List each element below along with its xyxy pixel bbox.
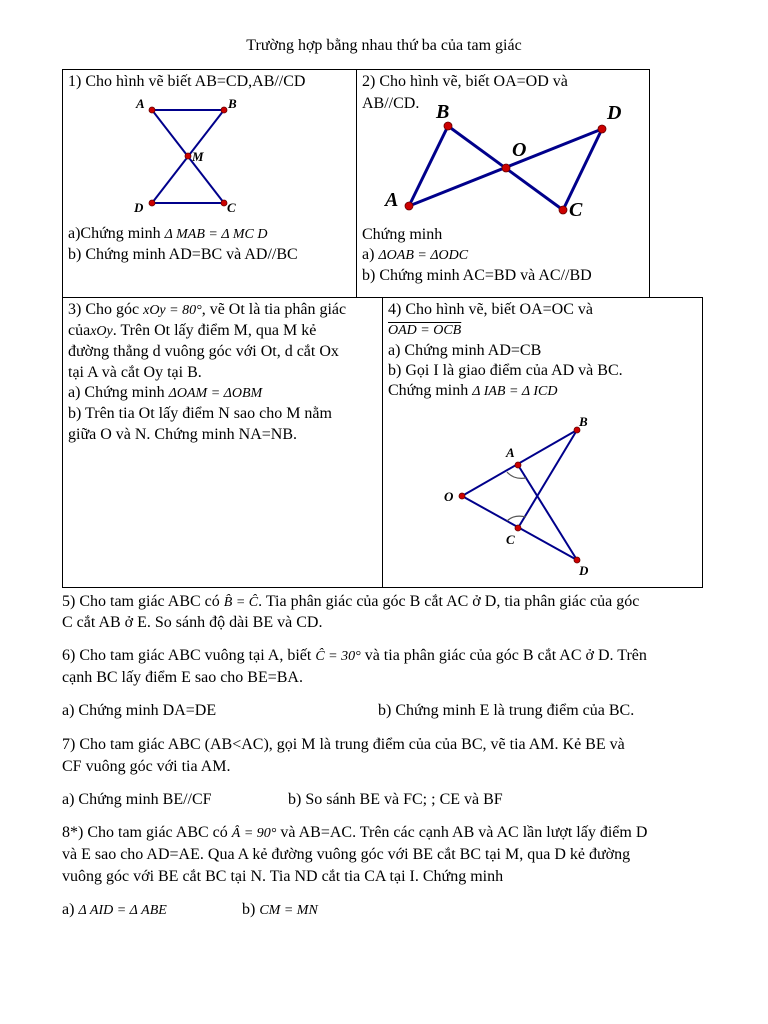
p1-heading: 1) Cho hình vẽ biết AB=CD,AB//CD xyxy=(68,73,306,90)
q6-part-a: a) Chứng minh DA=DE xyxy=(62,702,217,719)
p4-label-b: B xyxy=(579,414,588,429)
p1-part-b: b) Chứng minh AD=BC và AD//BC xyxy=(68,246,298,263)
p2-heading-1: 2) Cho hình vẽ, biết OA=OD và xyxy=(362,73,568,90)
q6-line-2: cạnh BC lấy điểm E sao cho BE=BA. xyxy=(62,669,303,686)
q8-line-3: vuông góc với BE cắt BC tại N. Tia ND cắt tia CA tại I. Chứng minh xyxy=(62,868,504,885)
p1-figure xyxy=(128,92,248,222)
p1-label-b: B xyxy=(228,96,237,111)
p2-cm: Chứng minh xyxy=(362,226,443,243)
p3-line-5: a) Chứng minh ΔOAM = ΔOBM xyxy=(68,384,263,401)
p4-label-a: A xyxy=(506,445,515,460)
p2-part-a: a) ΔOAB = ΔODC xyxy=(362,246,469,263)
p2-part-b: b) Chứng minh AC=BD và AC//BD xyxy=(362,267,592,284)
p1-label-a: A xyxy=(136,96,145,111)
p4-line-3: a) Chứng minh AD=CB xyxy=(388,342,542,359)
q8-line-2: và E sao cho AD=AE. Qua A kẻ đường vuông góc với BE cắt BC tại M, qua D kẻ đường xyxy=(62,846,631,863)
p1-label-c: C xyxy=(227,200,236,215)
p2-label-b: B xyxy=(436,101,450,123)
q8-line-1: 8*) Cho tam giác ABC có Â = 90° và AB=AC. Trên các cạnh AB và AC lần lượt lấy điểm D xyxy=(62,824,648,841)
p4-line-4: b) Gọi I là giao điểm của AD và BC. xyxy=(388,362,623,379)
p4-line-1: 4) Cho hình vẽ, biết OA=OC và xyxy=(388,301,593,318)
p2-heading-2: AB//CD. xyxy=(362,95,420,112)
p3-line-2: củaxOy. Trên Ot lấy điểm M, qua M kẻ xyxy=(68,322,317,339)
p4-line-2: OAD = OCB xyxy=(388,323,462,338)
q5-line-1: 5) Cho tam giác ABC có B̂ = Ĉ. Tia phân giác của góc B cắt AC ở D, tia phân giác của góc xyxy=(62,593,640,610)
p2-label-a: A xyxy=(385,189,399,211)
p1-label-m: M xyxy=(192,149,204,164)
q7-line-1: 7) Cho tam giác ABC (AB<AC), gọi M là trung điểm của của BC, vẽ tia AM. Kẻ BE và xyxy=(62,736,625,753)
p2-label-c: C xyxy=(569,199,583,221)
q5-line-2: C cắt AB ở E. So sánh độ dài BE và CD. xyxy=(62,614,323,631)
q6-line-1: 6) Cho tam giác ABC vuông tại A, biết Ĉ = 30° và tia phân giác của góc B cắt AC ở D. Trên xyxy=(62,647,647,664)
p2-label-d: D xyxy=(607,102,622,124)
p4-label-c: C xyxy=(506,532,515,547)
q6-part-b: b) Chứng minh E là trung điểm của BC. xyxy=(378,702,635,719)
p1-label-d: D xyxy=(134,200,144,215)
p3-line-6: b) Trên tia Ot lấy điểm N sao cho M nằm xyxy=(68,405,332,422)
q7-part-b: b) So sánh BE và FC; ; CE và BF xyxy=(288,791,503,808)
p3-line-3: đường thẳng d vuông góc với Ot, d cắt Ox xyxy=(68,343,339,360)
q8-part-a: a) Δ AID = Δ ABE xyxy=(62,901,167,918)
q7-line-2: CF vuông góc với tia AM. xyxy=(62,758,231,775)
p3-line-7: giữa O và N. Chứng minh NA=NB. xyxy=(68,426,298,443)
q7-part-a: a) Chứng minh BE//CF xyxy=(62,791,212,808)
p4-figure xyxy=(440,408,600,580)
p2-figure xyxy=(378,98,638,228)
p4-label-d: D xyxy=(579,563,589,578)
p3-line-4: tại A và cắt Oy tại B. xyxy=(68,364,202,381)
p3-line-1: 3) Cho góc xOy = 80°, vẽ Ot là tia phân giác xyxy=(68,301,347,318)
q8-part-b: b) CM = MN xyxy=(242,901,318,918)
p1-part-a: a)Chứng minh Δ MAB = Δ MC D xyxy=(68,225,268,242)
p4-label-o: O xyxy=(444,489,454,504)
p4-line-5: Chứng minh Δ IAB = Δ ICD xyxy=(388,382,558,399)
page-title: Trường hợp bằng nhau thứ ba của tam giác xyxy=(246,37,522,54)
p2-label-o: O xyxy=(512,139,527,161)
